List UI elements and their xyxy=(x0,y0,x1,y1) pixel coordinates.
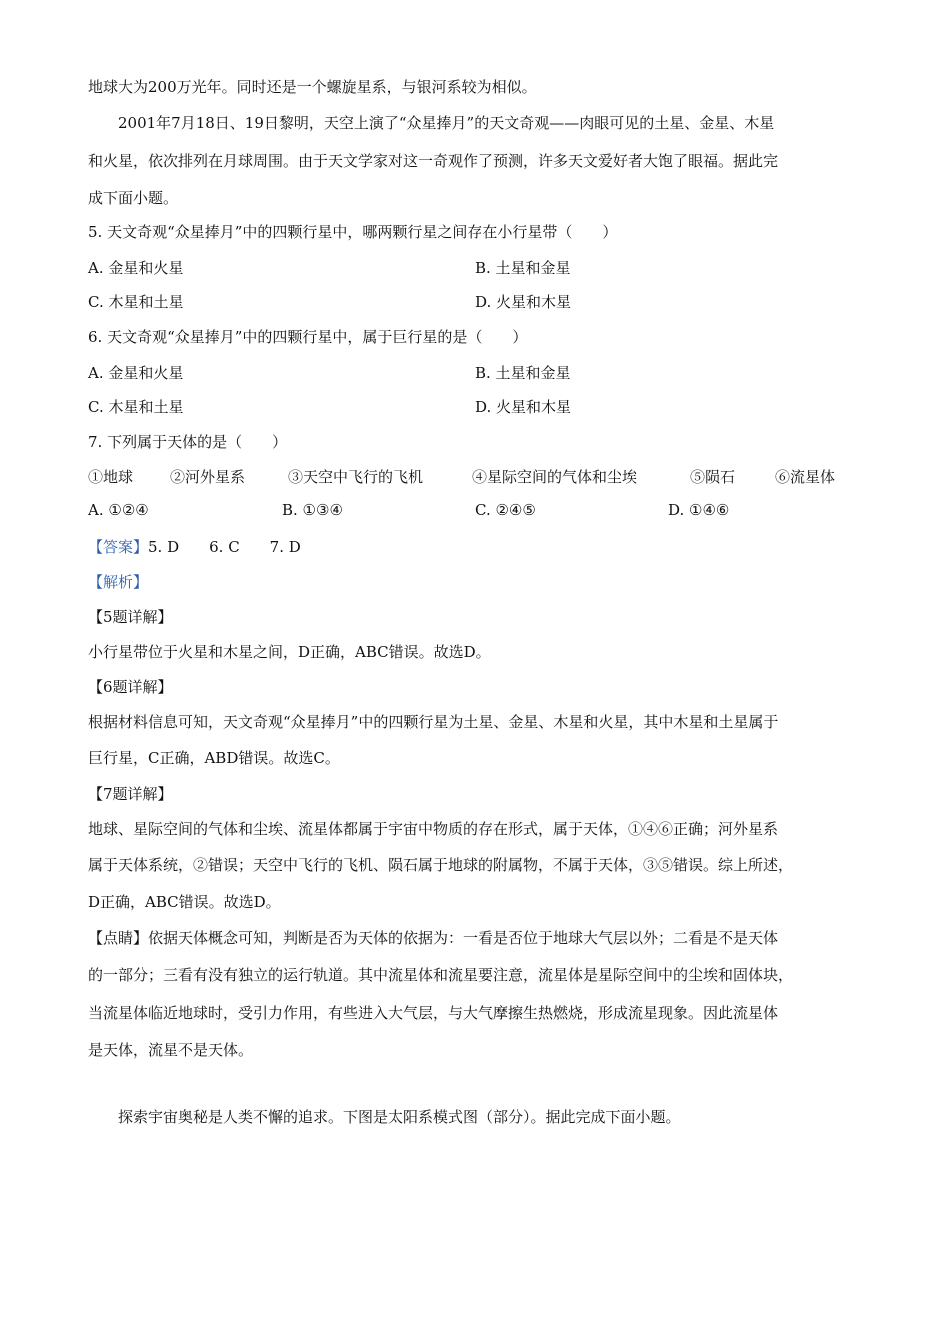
q7-option-c: C. ②④⑤ xyxy=(475,501,536,519)
tip-label: 【点睛】 xyxy=(88,929,149,947)
q6-detail-title: 【6题详解】 xyxy=(88,678,173,696)
q7-item-4: ④星际空间的气体和尘埃 xyxy=(472,468,638,486)
question-5-stem: 5. 天文奇观“众星捧月”中的四颗行星中，哪两颗行星之间存在小行星带（ ） xyxy=(88,223,618,241)
answer-line xyxy=(88,536,301,557)
intro-tail: 地球大为200万光年。同时还是一个螺旋星系，与银河系较为相似。 xyxy=(88,78,537,96)
q5-option-b: B. 土星和金星 xyxy=(475,259,571,277)
tip-line-2: 的一部分；三看有没有独立的运行轨道。其中流星体和流星要注意，流星体是星际空间中的尘埃和固体块， xyxy=(88,966,794,984)
tip-line-3: 当流星体临近地球时，受引力作用，有些进入大气层，与大气摩擦生热燃烧，形成流星现象。因此流星体 xyxy=(88,1004,779,1022)
q5-option-c: C. 木星和土星 xyxy=(88,293,184,311)
q5-detail-title: 【5题详解】 xyxy=(88,608,173,626)
question-7-stem: 7. 下列属于天体的是（ ） xyxy=(88,433,288,451)
tip-text-1: 依据天体概念可知，判断是否为天体的依据为：一看是否位于地球大气层以外；二看是不是天体 xyxy=(148,929,779,947)
question-6-stem: 6. 天文奇观“众星捧月”中的四颗行星中，属于巨行星的是（ ） xyxy=(88,328,528,346)
q7-item-6: ⑥流星体 xyxy=(775,468,836,486)
material-line-1: 2001年7月18日、19日黎明，天空上演了“众星捧月”的天文奇观——肉眼可见的土星、金星、木星 xyxy=(118,114,775,132)
answer-label: 【答案】 xyxy=(88,538,149,556)
q7-detail-line-1: 地球、星际空间的气体和尘埃、流星体都属于宇宙中物质的存在形式，属于天体，①④⑥正确；河外星系 xyxy=(88,820,779,838)
q6-option-c: C. 木星和土星 xyxy=(88,398,184,416)
q7-detail-title: 【7题详解】 xyxy=(88,785,173,803)
q7-item-3: ③天空中飞行的飞机 xyxy=(288,468,424,486)
q7-option-d: D. ①④⑥ xyxy=(668,501,730,519)
q5-option-d: D. 火星和木星 xyxy=(475,293,572,311)
q6-option-b: B. 土星和金星 xyxy=(475,364,571,382)
tip-line-1 xyxy=(88,927,778,948)
q7-detail-line-3: D正确，ABC错误。故选D。 xyxy=(88,893,281,911)
q5-option-a: A. 金星和火星 xyxy=(88,259,184,277)
q5-detail-text: 小行星带位于火星和木星之间，D正确，ABC错误。故选D。 xyxy=(88,643,491,661)
next-material: 探索宇宙奥秘是人类不懈的追求。下图是太阳系模式图（部分）。据此完成下面小题。 xyxy=(118,1108,681,1126)
q6-option-d: D. 火星和木星 xyxy=(475,398,572,416)
q7-item-5: ⑤陨石 xyxy=(690,468,736,486)
q7-detail-line-2: 属于天体系统，②错误；天空中飞行的飞机、陨石属于地球的附属物，不属于天体，③⑤错误。综上所述， xyxy=(88,856,794,874)
material-line-2: 和火星，依次排列在月球周围。由于天文学家对这一奇观作了预测，许多天文爱好者大饱了眼福。据此完 xyxy=(88,152,779,170)
q7-option-b: B. ①③④ xyxy=(282,501,343,519)
tip-line-4: 是天体，流星不是天体。 xyxy=(88,1041,254,1059)
analysis-label: 【解析】 xyxy=(88,573,149,591)
q7-item-2: ②河外星系 xyxy=(170,468,246,486)
q7-item-1: ①地球 xyxy=(88,468,134,486)
q6-detail-line-1: 根据材料信息可知，天文奇观“众星捧月”中的四颗行星为土星、金星、木星和火星，其中木星和土星属于 xyxy=(88,713,779,731)
material-line-3: 成下面小题。 xyxy=(88,189,179,207)
q6-option-a: A. 金星和火星 xyxy=(88,364,184,382)
q6-detail-line-2: 巨行星，C正确，ABD错误。故选C。 xyxy=(88,749,340,767)
q7-option-a: A. ①②④ xyxy=(88,501,149,519)
answer-values: 5. D 6. C 7. D xyxy=(148,538,301,556)
